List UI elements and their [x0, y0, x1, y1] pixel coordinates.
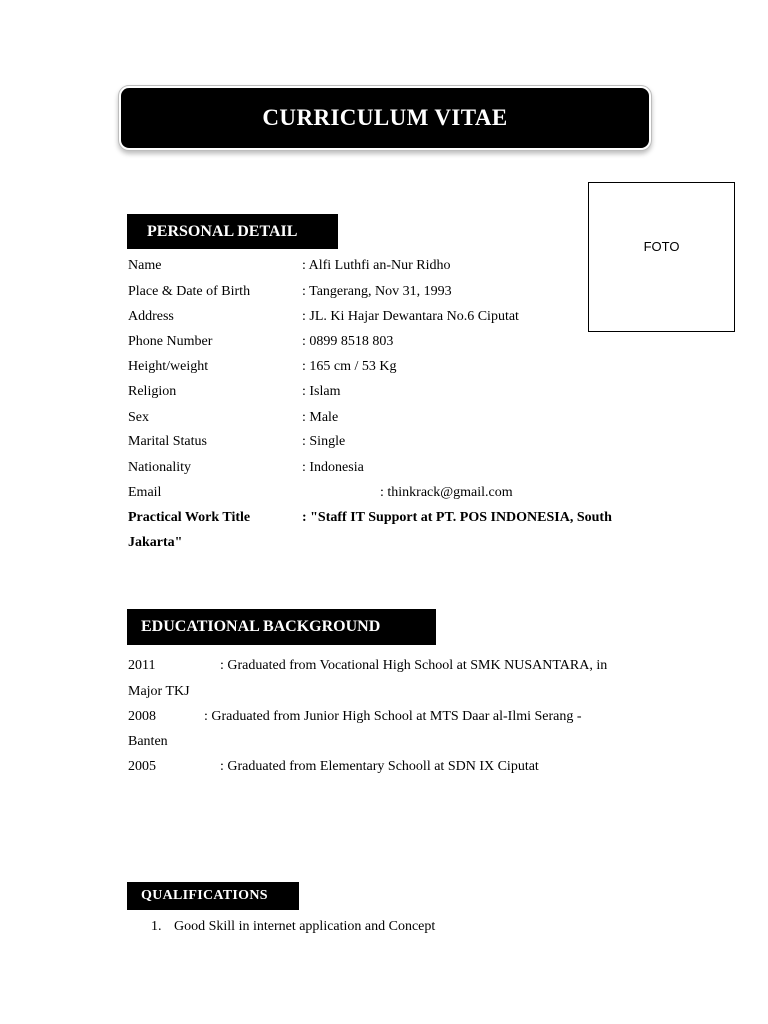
- detail-value: : Single: [302, 434, 346, 449]
- detail-label: Nationality: [128, 460, 191, 475]
- education-year: 2005: [128, 759, 156, 774]
- detail-value: : 165 cm / 53 Kg: [302, 359, 397, 374]
- photo-label: FOTO: [643, 239, 680, 254]
- education-year: 2011: [128, 658, 156, 673]
- qualification-number: 1.: [151, 919, 162, 934]
- detail-label: Email: [128, 485, 162, 500]
- qualifications-header-label: QUALIFICATIONS: [141, 888, 268, 903]
- detail-label: Height/weight: [128, 359, 209, 374]
- qualifications-header: [127, 882, 299, 910]
- personal-detail-header-label: PERSONAL DETAIL: [147, 222, 298, 240]
- detail-value: : "Staff IT Support at PT. POS INDONESIA, South: [302, 510, 612, 525]
- detail-value: : thinkrack@gmail.com: [380, 485, 513, 500]
- educational-background-header-label: EDUCATIONAL BACKGROUND: [141, 618, 381, 635]
- educational-background-header: [127, 609, 436, 645]
- qualification-text: Good Skill in internet application and Concept: [174, 919, 436, 934]
- detail-label: Name: [128, 258, 162, 273]
- detail-value: : Islam: [302, 384, 341, 399]
- education-year: 2008: [128, 709, 156, 724]
- education-text: : Graduated from Vocational High School at SMK NUSANTARA, in: [220, 658, 608, 673]
- education-text: : Graduated from Elementary Schooll at SDN IX Ciputat: [220, 759, 539, 774]
- detail-label: Religion: [128, 384, 177, 399]
- detail-label: Marital Status: [128, 434, 207, 449]
- detail-label: Place & Date of Birth: [128, 284, 251, 299]
- detail-label: Practical Work Title: [128, 510, 251, 525]
- education-text: : Graduated from Junior High School at MTS Daar al-Ilmi Serang -: [204, 709, 582, 724]
- cv-title-banner: [121, 88, 649, 148]
- detail-label: Address: [128, 309, 174, 324]
- detail-value: : Indonesia: [302, 460, 364, 475]
- detail-value: : Alfi Luthfi an-Nur Ridho: [302, 258, 451, 273]
- cv-title: CURRICULUM VITAE: [262, 105, 508, 130]
- photo-placeholder: [588, 182, 735, 332]
- detail-value: : Male: [302, 410, 339, 425]
- detail-value: : JL. Ki Hajar Dewantara No.6 Ciputat: [302, 309, 519, 324]
- detail-value: : 0899 8518 803: [302, 334, 394, 349]
- education-text-continued: Banten: [128, 734, 168, 749]
- detail-value-continued: Jakarta": [128, 535, 183, 550]
- detail-label: Sex: [128, 410, 149, 425]
- detail-label: Phone Number: [128, 334, 213, 349]
- personal-detail-header: [127, 214, 338, 249]
- detail-value: : Tangerang, Nov 31, 1993: [302, 284, 452, 299]
- education-text-continued: Major TKJ: [128, 684, 190, 699]
